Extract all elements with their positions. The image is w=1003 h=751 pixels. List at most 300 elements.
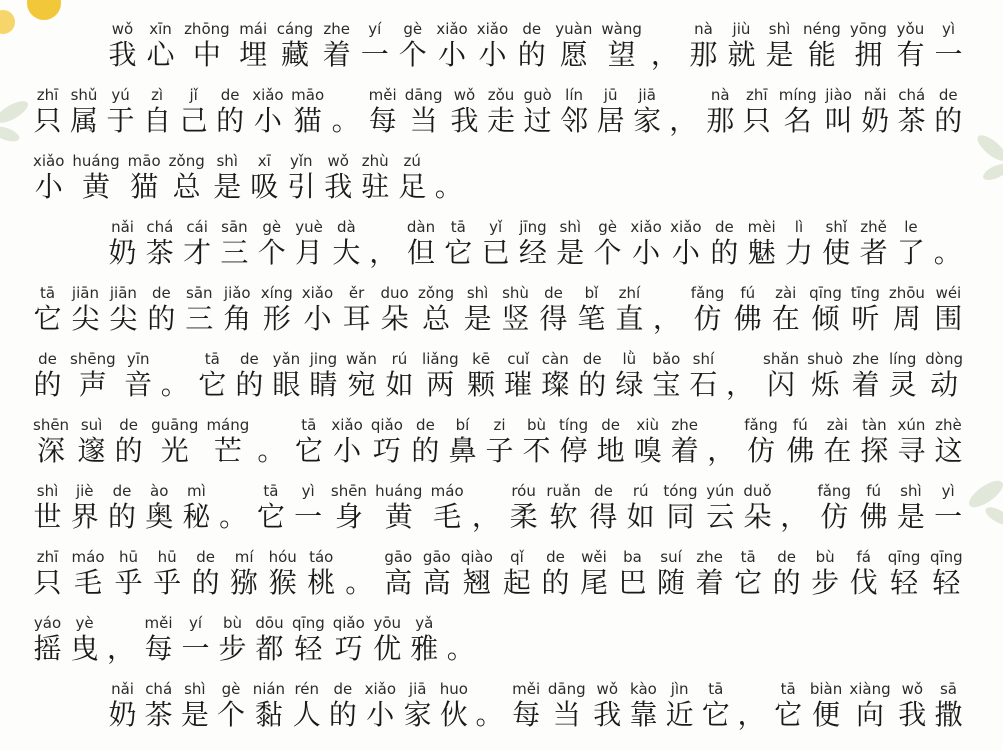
pinyin: xiàng xyxy=(849,680,891,698)
character-cell xyxy=(861,85,890,137)
pinyin: tā xyxy=(450,218,466,236)
text-line xyxy=(33,613,963,679)
pinyin: de xyxy=(151,284,171,302)
character-cell xyxy=(539,283,568,335)
hanzi-character: 名 xyxy=(783,104,812,137)
pinyin: kào xyxy=(630,680,657,698)
character-cell xyxy=(555,19,592,71)
character-cell xyxy=(670,217,701,269)
pinyin: yǐ xyxy=(489,218,503,236)
hanzi-character: 的 xyxy=(33,368,62,401)
pinyin: yǎ xyxy=(415,614,434,632)
pinyin: shǐ xyxy=(825,218,848,236)
pinyin: ào xyxy=(150,482,169,500)
hanzi-character: 中 xyxy=(192,38,221,71)
character-cell xyxy=(888,349,917,401)
pinyin: qiǎo xyxy=(370,416,403,434)
hanzi-character: 使 xyxy=(822,236,851,269)
pinyin: wǒ xyxy=(596,680,618,698)
character-cell xyxy=(180,679,209,731)
character-cell xyxy=(823,415,852,467)
pinyin: huo xyxy=(439,680,468,698)
hanzi-character: 黏 xyxy=(254,698,283,731)
pinyin: wǒ xyxy=(111,20,134,38)
character-cell xyxy=(765,19,794,71)
hanzi-character: 我 xyxy=(108,38,137,71)
hanzi-character: 茶 xyxy=(897,104,926,137)
text-line xyxy=(33,217,963,283)
hanzi-character: 属 xyxy=(70,104,99,137)
hanzi-character: 一 xyxy=(181,632,210,665)
pinyin: jū xyxy=(603,86,618,104)
hanzi-character: 愿 xyxy=(559,38,588,71)
hanzi-character: 高 xyxy=(422,566,451,599)
pinyin: jìn xyxy=(670,680,689,698)
character-cell xyxy=(114,415,143,467)
character-cell xyxy=(217,679,246,731)
pinyin: tā xyxy=(39,284,56,302)
punctuation-mark: ， xyxy=(471,500,500,533)
hanzi-character: 同 xyxy=(666,500,695,533)
hanzi-character: 伐 xyxy=(849,566,878,599)
pinyin: zhī xyxy=(36,548,59,566)
hanzi-character: 鼻 xyxy=(448,434,477,467)
pinyin: shēn xyxy=(330,482,367,500)
character-cell xyxy=(889,283,925,335)
hanzi-character: 着 xyxy=(695,566,724,599)
hanzi-character: 它 xyxy=(198,368,227,401)
hanzi-character: 靠 xyxy=(629,698,658,731)
character-cell xyxy=(365,679,396,731)
pinyin: cáng xyxy=(276,20,314,38)
character-cell xyxy=(934,481,963,533)
character-cell xyxy=(734,547,763,599)
character-cell xyxy=(436,19,467,71)
hanzi-character: 在 xyxy=(823,434,852,467)
hanzi-character: 总 xyxy=(172,170,201,203)
character-cell xyxy=(786,415,815,467)
punctuation-cell xyxy=(780,481,809,533)
hanzi-character: 一 xyxy=(934,500,963,533)
hanzi-character: 两 xyxy=(426,368,455,401)
pinyin: mái xyxy=(239,20,268,38)
pinyin: zhè xyxy=(935,416,962,434)
hanzi-character: 的 xyxy=(517,38,546,71)
hanzi-character: 颗 xyxy=(467,368,496,401)
character-cell xyxy=(774,679,803,731)
hanzi-character: 曳 xyxy=(70,632,99,665)
pinyin: míng xyxy=(778,86,817,104)
character-cell xyxy=(70,85,99,137)
hanzi-character: 伙 xyxy=(439,698,468,731)
hanzi-character: 璨 xyxy=(541,368,570,401)
pinyin: bù xyxy=(527,416,547,434)
hanzi-character: 秘 xyxy=(182,500,211,533)
character-cell xyxy=(331,481,367,533)
hanzi-character: 闪 xyxy=(767,368,796,401)
character-cell xyxy=(302,283,333,335)
pinyin: de xyxy=(522,20,542,38)
pinyin: gè xyxy=(262,218,282,236)
hanzi-character: 小 xyxy=(671,236,700,269)
pinyin: de xyxy=(544,284,563,302)
hanzi-character: 轻 xyxy=(932,566,961,599)
pinyin: tā xyxy=(301,416,317,434)
punctuation-cell xyxy=(345,547,374,599)
pinyin: māo xyxy=(291,86,325,104)
pinyin: lín xyxy=(565,86,584,104)
hanzi-character: 仿 xyxy=(693,302,722,335)
punctuation-mark: 。 xyxy=(345,566,374,599)
character-cell xyxy=(108,679,137,731)
character-cell xyxy=(689,349,718,401)
hanzi-character: 我 xyxy=(450,104,479,137)
pinyin: de xyxy=(119,416,138,434)
pinyin: tíng xyxy=(559,416,589,434)
character-cell xyxy=(695,547,724,599)
pinyin: jiā xyxy=(408,680,427,698)
character-cell xyxy=(548,679,586,731)
character-cell xyxy=(153,547,182,599)
pinyin: fá xyxy=(856,548,871,566)
character-cell xyxy=(629,679,658,731)
hanzi-character: 烁 xyxy=(811,368,840,401)
hanzi-character: 每 xyxy=(368,104,397,137)
hanzi-character: 只 xyxy=(33,104,62,137)
character-cell xyxy=(328,679,357,731)
text-line xyxy=(33,481,963,547)
hanzi-character: 步 xyxy=(811,566,840,599)
punctuation-mark: 。 xyxy=(257,434,286,467)
character-cell xyxy=(146,19,175,71)
hanzi-character: 的 xyxy=(578,368,607,401)
character-cell xyxy=(851,349,880,401)
pinyin: qīng xyxy=(292,614,325,632)
hanzi-character: 是 xyxy=(180,698,209,731)
pinyin: chá xyxy=(145,680,173,698)
pinyin: shǔ xyxy=(70,86,98,104)
hanzi-character: 界 xyxy=(70,500,99,533)
character-cell xyxy=(560,85,589,137)
pinyin: wěi xyxy=(581,548,607,566)
pinyin: jīng xyxy=(519,218,547,236)
character-cell xyxy=(934,85,963,137)
punctuation-cell xyxy=(934,217,963,269)
hanzi-character: 它 xyxy=(701,698,730,731)
character-cell xyxy=(930,547,963,599)
character-cell xyxy=(710,217,739,269)
pinyin: zì xyxy=(151,86,164,104)
character-cell xyxy=(322,19,351,71)
punctuation-mark: ， xyxy=(107,632,136,665)
hanzi-character: 猫 xyxy=(130,170,159,203)
pinyin: jiā xyxy=(638,86,656,104)
pinyin: zhe xyxy=(852,350,879,368)
character-cell xyxy=(151,415,198,467)
pinyin: yáo xyxy=(33,614,62,632)
pinyin: xún xyxy=(897,416,926,434)
pinyin: bù xyxy=(815,548,835,566)
pinyin: jiè xyxy=(75,482,94,500)
pinyin: dòng xyxy=(925,350,963,368)
pinyin: róu xyxy=(511,482,536,500)
pinyin: shì xyxy=(900,482,922,500)
pinyin: tā xyxy=(740,548,756,566)
hanzi-character: 的 xyxy=(710,236,739,269)
character-cell xyxy=(198,349,227,401)
hanzi-character: 引 xyxy=(287,170,316,203)
pinyin: huáng xyxy=(375,482,423,500)
hanzi-character: 这 xyxy=(934,434,963,467)
character-cell xyxy=(108,19,137,71)
character-cell xyxy=(342,283,371,335)
pinyin: bǎo xyxy=(652,350,681,368)
pinyin: yún xyxy=(706,482,735,500)
character-cell xyxy=(461,547,493,599)
hanzi-character: 尖 xyxy=(109,302,138,335)
character-cell xyxy=(896,481,925,533)
pinyin: tā xyxy=(204,350,220,368)
character-cell xyxy=(851,283,880,335)
hanzi-character: 大 xyxy=(332,236,361,269)
pinyin: zhōu xyxy=(888,284,925,302)
pinyin: yì xyxy=(941,20,955,38)
hanzi-character: 近 xyxy=(665,698,694,731)
character-cell xyxy=(114,547,143,599)
character-cell xyxy=(252,85,283,137)
character-cell xyxy=(706,481,735,533)
character-cell xyxy=(230,547,259,599)
character-cell xyxy=(897,415,926,467)
punctuation-cell xyxy=(435,151,464,203)
hanzi-character: 小 xyxy=(333,434,362,467)
character-cell xyxy=(256,481,285,533)
character-cell xyxy=(727,19,756,71)
hanzi-character: 心 xyxy=(146,38,175,71)
character-cell xyxy=(888,547,921,599)
hanzi-character: 当 xyxy=(552,698,581,731)
pinyin: jiān xyxy=(109,284,137,302)
pinyin: kē xyxy=(472,350,491,368)
hanzi-character: 但 xyxy=(406,236,435,269)
pinyin: xiǎo xyxy=(252,86,284,104)
hanzi-character: 地 xyxy=(596,434,625,467)
pinyin: néng xyxy=(803,20,841,38)
punctuation-mark: ， xyxy=(737,698,766,731)
character-cell xyxy=(633,85,662,137)
pinyin: māo xyxy=(127,152,161,170)
character-cell xyxy=(896,217,925,269)
pinyin: xiǎo xyxy=(436,20,468,38)
hanzi-character: 云 xyxy=(706,500,735,533)
character-cell xyxy=(772,547,801,599)
pinyin: lì xyxy=(794,218,804,236)
hanzi-character: 每 xyxy=(512,698,541,731)
character-cell xyxy=(218,613,247,665)
character-cell xyxy=(431,481,464,533)
character-cell xyxy=(615,349,644,401)
character-cell xyxy=(824,85,853,137)
pinyin: tàn xyxy=(862,416,887,434)
hanzi-character: 是 xyxy=(463,302,492,335)
character-cell xyxy=(292,613,325,665)
character-cell xyxy=(33,613,62,665)
pinyin: yōng xyxy=(849,20,887,38)
hanzi-character: 的 xyxy=(147,302,176,335)
pinyin: wǒ xyxy=(901,680,924,698)
paragraph xyxy=(33,217,963,679)
pinyin: rén xyxy=(294,680,320,698)
character-cell xyxy=(143,85,172,137)
pinyin: zhe xyxy=(671,416,699,434)
pinyin: nǎi xyxy=(111,218,134,236)
character-cell xyxy=(294,415,323,467)
hanzi-character: 世 xyxy=(33,500,62,533)
pinyin: yuàn xyxy=(555,20,593,38)
hanzi-character: 三 xyxy=(220,236,249,269)
pinyin: sān xyxy=(221,218,248,236)
hanzi-character: 竖 xyxy=(501,302,530,335)
hanzi-character: 一 xyxy=(294,500,323,533)
pinyin: zhe xyxy=(696,548,723,566)
pinyin: xiǎo xyxy=(331,416,363,434)
character-cell xyxy=(70,349,116,401)
pinyin: shí xyxy=(692,350,715,368)
pinyin: de xyxy=(196,548,215,566)
character-cell xyxy=(596,85,625,137)
hanzi-character: 奶 xyxy=(108,236,137,269)
pinyin: qīng xyxy=(929,548,963,566)
pinyin: chá xyxy=(146,218,174,236)
pinyin: měi xyxy=(144,614,173,632)
punctuation-cell xyxy=(726,349,755,401)
hanzi-character: 我 xyxy=(593,698,622,731)
character-cell xyxy=(485,415,514,467)
character-cell xyxy=(272,349,301,401)
character-cell xyxy=(850,19,887,71)
pinyin: zǒu xyxy=(487,86,515,104)
character-cell xyxy=(670,415,699,467)
hanzi-character: 驻 xyxy=(361,170,390,203)
hanzi-character: 直 xyxy=(615,302,644,335)
punctuation-mark: 。 xyxy=(160,368,189,401)
character-cell xyxy=(257,217,286,269)
punctuation-cell xyxy=(653,283,682,335)
hanzi-character: 小 xyxy=(632,236,661,269)
punctuation-mark: ， xyxy=(369,236,398,269)
character-cell xyxy=(691,283,725,335)
hanzi-character: 一 xyxy=(934,38,963,71)
pinyin: máo xyxy=(71,548,105,566)
hanzi-character: 眼 xyxy=(272,368,301,401)
character-cell xyxy=(250,151,279,203)
character-cell xyxy=(849,547,878,599)
character-cell xyxy=(593,217,622,269)
character-cell xyxy=(771,283,800,335)
hanzi-character: 邻 xyxy=(560,104,589,137)
pinyin: zǒng xyxy=(418,284,455,302)
hanzi-character: 茶 xyxy=(144,698,173,731)
character-cell xyxy=(706,85,735,137)
hanzi-character: 它 xyxy=(294,434,323,467)
pinyin: yōu xyxy=(373,614,402,632)
character-cell xyxy=(541,349,570,401)
hanzi-character: 如 xyxy=(626,500,655,533)
hanzi-character: 轻 xyxy=(890,566,919,599)
pinyin: xíng xyxy=(260,284,293,302)
pinyin: guāng xyxy=(151,416,199,434)
punctuation-mark: ， xyxy=(650,38,679,71)
pinyin: jiān xyxy=(71,284,99,302)
hanzi-character: 的 xyxy=(934,104,963,137)
hanzi-character: 如 xyxy=(385,368,414,401)
pinyin-reading-text xyxy=(33,19,963,745)
character-cell xyxy=(546,481,580,533)
hanzi-character: 睛 xyxy=(309,368,338,401)
pinyin: lǜ xyxy=(622,350,637,368)
hanzi-character: 形 xyxy=(262,302,291,335)
character-cell xyxy=(589,481,618,533)
character-cell xyxy=(422,349,459,401)
character-cell xyxy=(541,547,570,599)
yellow-flower-decoration xyxy=(27,0,61,20)
hanzi-character: 巧 xyxy=(372,434,401,467)
character-cell xyxy=(822,217,851,269)
hanzi-character: 小 xyxy=(34,170,63,203)
character-cell xyxy=(77,415,106,467)
pinyin: gè xyxy=(598,218,617,236)
hanzi-character: 尖 xyxy=(71,302,100,335)
hanzi-character: 是 xyxy=(896,500,925,533)
hanzi-character: 奶 xyxy=(861,104,890,137)
hanzi-character: 居 xyxy=(596,104,625,137)
pinyin: de xyxy=(220,86,240,104)
pinyin: xiǎo xyxy=(476,20,509,38)
punctuation-mark: ， xyxy=(707,434,736,467)
hanzi-character: 它 xyxy=(734,566,763,599)
character-cell xyxy=(268,547,297,599)
hanzi-character: 声 xyxy=(78,368,107,401)
pinyin: guò xyxy=(523,86,552,104)
hanzi-character: 吸 xyxy=(250,170,279,203)
punctuation-mark: 。 xyxy=(475,698,504,731)
character-cell xyxy=(375,481,422,533)
hanzi-character: 是 xyxy=(213,170,242,203)
character-cell xyxy=(287,151,316,203)
character-cell xyxy=(439,679,468,731)
pinyin: zhōng xyxy=(184,20,230,38)
punctuation-mark: 。 xyxy=(219,500,248,533)
pinyin: bí xyxy=(455,416,470,434)
character-cell xyxy=(522,415,551,467)
pinyin: nǎi xyxy=(863,86,887,104)
hanzi-character: 藏 xyxy=(280,38,309,71)
pinyin: máo xyxy=(430,482,464,500)
pinyin: dāng xyxy=(404,86,443,104)
hanzi-character: 佛 xyxy=(859,500,888,533)
text-line xyxy=(33,85,963,151)
pinyin: de xyxy=(239,350,259,368)
pinyin: wàng xyxy=(601,20,642,38)
character-cell xyxy=(477,19,508,71)
pinyin: shù xyxy=(502,284,529,302)
pinyin: wéi xyxy=(935,284,962,302)
character-cell xyxy=(71,283,100,335)
hanzi-character: 只 xyxy=(33,566,62,599)
hanzi-character: 探 xyxy=(860,434,889,467)
hanzi-character: 桃 xyxy=(307,566,336,599)
hanzi-character: 倾 xyxy=(811,302,840,335)
